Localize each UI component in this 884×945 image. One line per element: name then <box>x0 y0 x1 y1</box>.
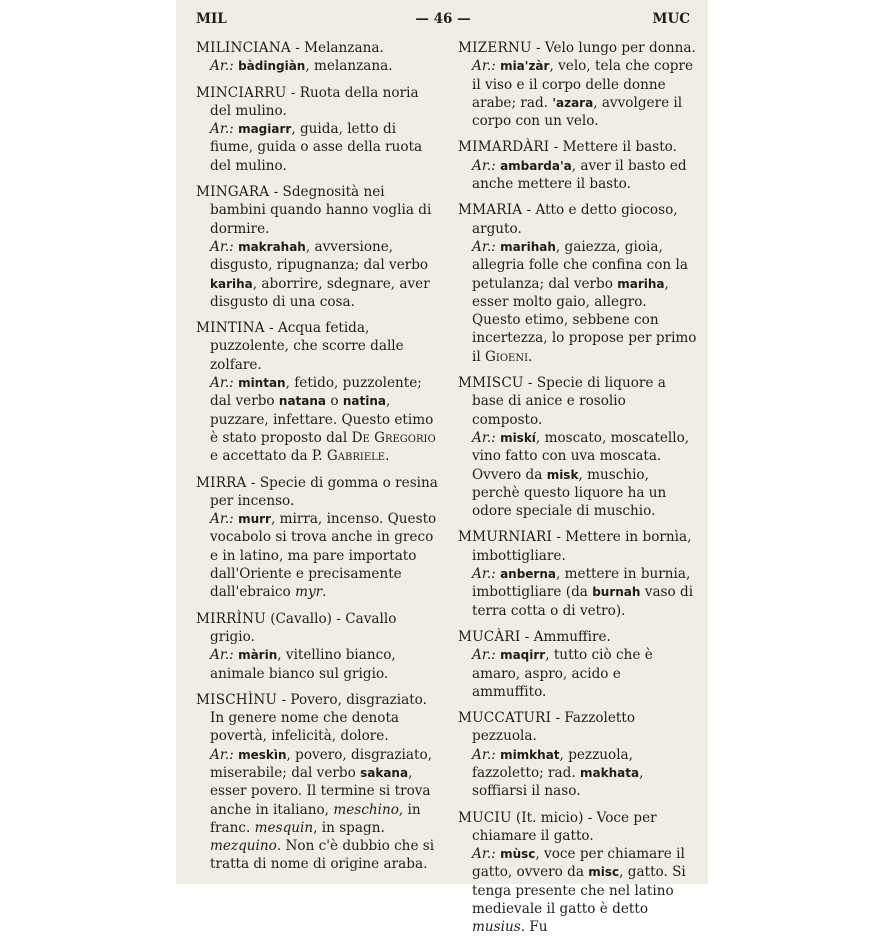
arabic-label: Ar.: <box>472 846 496 863</box>
entry-mirra: MIRRA - Specie di gomma o resina per incenso. Ar.: murr, mirra, incenso. Questo vocabolo si trova anche in greco e in latino, ma pare importato dall'Oriente e precisamente dall'ebraico myr. <box>196 474 438 601</box>
arabic-label: Ar.: <box>210 238 234 255</box>
entry-mintina: MINTINA - Acqua fetida, puzzolente, che scorre dalle zolfare. Ar.: mintan, fetido, puzzolente; dal verbo natana o natina, puzzare, infettare. Questo etimo è stato proposto dal De Gregorio e accettato da P. Gabriele. <box>196 320 436 465</box>
entry-mischinu: MISCHÌNU - Povero, disgraziato. In genere nome che denota povertà, infelicità, dolore. Ar.: meskìn, povero, disgraziato, miserabile; dal verbo sakana, esser povero. Il termine si trova anche in italiano, meschino, in franc. mesquin, in spagn. mezquino. Non c'è dubbio che si tratta di nome di origine araba. <box>196 691 435 873</box>
page-header <box>196 10 690 30</box>
arabic-label: Ar.: <box>472 58 496 75</box>
arabic-label: Ar.: <box>210 746 234 763</box>
entry-milinciana: MILINCIANA - Melanzana. Ar.: bàdingiàn, melanzana. <box>196 40 393 75</box>
page-number: — 46 — <box>415 11 471 27</box>
dictionary-page <box>176 0 708 936</box>
entry-mmaria: MMARIA - Atto e detto giocoso, arguto. Ar.: marihah, gaiezza, gioia, allegria folle che confina con la petulanza; dal verbo mariha, esser molto gaio, allegro. Questo etimo, sebbene con incertezza, lo propose per primo il Gioeni. <box>458 202 697 365</box>
entry-mmiscu: MMISCU - Specie di liquore a base di anice e rosolio composto. Ar.: miskí, moscato, moscatello, vino fatto con uva moscata. Ovvero da misk, muschio, perchè questo liquore ha un odore speciale di muschio. <box>458 375 690 520</box>
right-column <box>458 39 698 945</box>
arabic-label: Ar.: <box>472 238 496 255</box>
headword: MINCIARRU <box>196 84 287 101</box>
headword: MIMARDÀRI <box>458 139 550 156</box>
headword: MISCHÌNU <box>196 691 278 708</box>
headword: MMURNIARI <box>458 529 553 546</box>
headword: MUCCATURI <box>458 710 552 727</box>
arabic-label: Ar.: <box>210 121 234 138</box>
headword: MILINCIANA <box>196 40 291 56</box>
entry-mucari: MUCÀRI - Ammuffire. Ar.: maqirr, tutto ciò che è amaro, aspro, acido e ammuffito. <box>458 628 653 700</box>
headword: MUCÀRI <box>458 628 521 645</box>
arabic-label: Ar.: <box>472 157 496 174</box>
headword: MIRRA <box>196 474 247 491</box>
arabic-label: Ar.: <box>210 511 234 528</box>
arabic-label: Ar.: <box>472 429 496 446</box>
arabic-label: Ar.: <box>210 58 234 75</box>
headword: MIZERNU <box>458 40 532 56</box>
headword: MMARIA <box>458 202 523 219</box>
entry-muciu: MUCIU (It. micio) - Voce per chiamare il gatto. Ar.: mùsc, voce per chiamare il gatto, ovvero da misc, gatto. Si tenga presente che nel latino medievale il gatto è detto musius. Fu <box>458 809 686 936</box>
entry-muccaturi: MUCCATURI - Fazzoletto pezzuola. Ar.: mimkhat, pezzuola, fazzoletto; rad. makhata, soffiarsi il naso. <box>458 710 644 800</box>
headword: MIRRÌNU <box>196 610 266 627</box>
entry-mmurniari: MMURNIARI - Mettere in bornìa, imbottigliare. Ar.: anberna, mettere in burnia, imbottigliare (da burnah vaso di terra cotta o di vetro). <box>458 529 694 619</box>
arabic-label: Ar.: <box>472 566 496 583</box>
headword: MUCIU <box>458 809 512 826</box>
left-column <box>196 39 440 882</box>
entry-mimardari: MIMARDÀRI - Mettere il basto. Ar.: ambarda'a, aver il basto ed anche mettere il basto. <box>458 139 687 193</box>
entry-minciarru: MINCIARRU - Ruota della noria del mulino. Ar.: magiarr, guida, letto di fiume, guida o asse della ruota del mulino. <box>196 84 423 174</box>
headword: MINGARA <box>196 184 270 201</box>
entry-mirrinu: MIRRÌNU (Cavallo) - Cavallo grigio. Ar.: màrin, vitellino bianco, animale bianco sul grigio. <box>196 610 397 682</box>
arabic-label: Ar.: <box>472 746 496 763</box>
headword: MINTINA <box>196 320 265 337</box>
arabic-label: Ar.: <box>210 647 234 664</box>
header-right-guideword: MUC <box>652 11 690 27</box>
entry-mingara: MINGARA - Sdegnosità nei bambini quando hanno voglia di dormire. Ar.: makrahah, avversione, disgusto, ripugnanza; dal verbo kariha, aborrire, sdegnare, aver disgusto di una cosa. <box>196 184 432 310</box>
header-left-guideword: MIL <box>196 11 227 27</box>
arabic-label: Ar.: <box>472 647 496 664</box>
entry-mizernu: MIZERNU - Velo lungo per donna. Ar.: mia'zàr, velo, tela che copre il viso e il corpo delle donne arabe; rad. 'azara, avvolgere il corpo con un velo. <box>458 40 696 130</box>
headword: MMISCU <box>458 375 524 392</box>
arabic-label: Ar.: <box>210 375 234 392</box>
